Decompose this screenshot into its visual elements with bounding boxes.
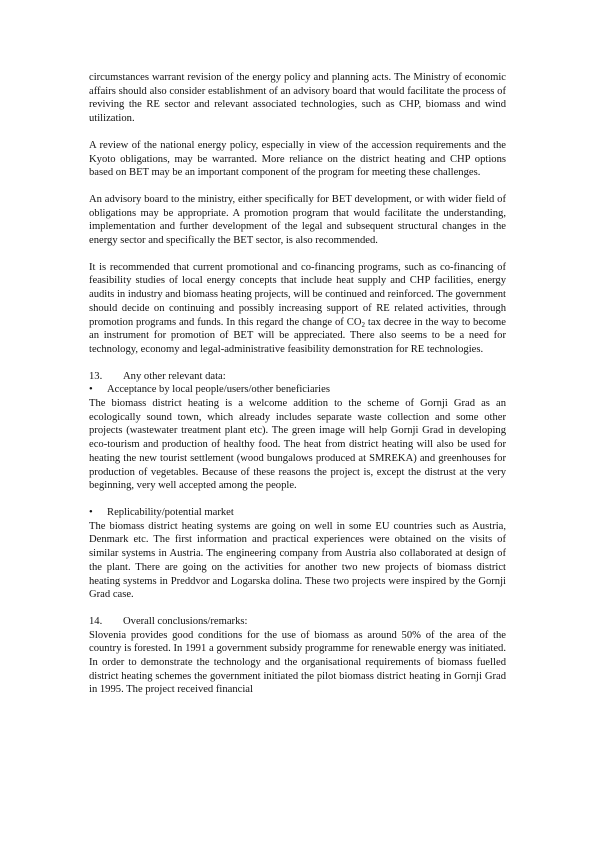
section-13-heading <box>89 370 506 384</box>
co2-subscript: 2 <box>361 320 365 329</box>
bullet-acceptance <box>89 383 506 397</box>
recommendations-text-part2: tax decree in the way to become an instrument for promotion of BET will be appreciated. There also seems to be a need for technology, economy and legal-administrative feasibility demonstration for RE technologies. <box>89 316 506 355</box>
section-14-title: Overall conclusions/remarks: <box>123 615 248 627</box>
section-13-title: Any other relevant data: <box>123 370 226 382</box>
bullet-replicability <box>89 506 506 520</box>
document-page <box>89 71 506 697</box>
paragraph-energy-policy: circumstances warrant revision of the energy policy and planning acts. The Ministry of economic affairs should also consider establishment of an advisory board that would facilitate the process of reviving the RE sector and relevant associated technologies, such as CHP, biomass and wind utilization. <box>89 72 506 125</box>
bullet-acceptance-label: Acceptance by local people/users/other beneficiaries <box>107 384 330 396</box>
section-13-number: 13. <box>89 370 103 382</box>
section-14-heading <box>89 615 506 629</box>
bullet-replicability-label: Replicability/potential market <box>107 506 234 518</box>
bullet-icon: • <box>89 384 93 396</box>
bullet-icon: • <box>89 506 93 518</box>
recommendations-text-part1: It is recommended that current promotional and co-financing programs, such as co-financing of feasibility studies of local energy concepts that include heat supply and CHP facilities, energy audits in industry and biomass heating projects, will be continued and reinforced. The government should decide on continuing and possibly increasing support of RE related activities, through promotion programs and funds. In this regard the change of CO <box>89 261 506 328</box>
paragraph-acceptance: The biomass district heating is a welcome addition to the scheme of Gornji Grad as an ecologically sound town, which already includes separate waste collection and some other projects (wastewater treatment plant etc). The green image will help Gornji Grad in developing eco-tourism and production of healthy food. The heat from district heating will also be used for heating the new tourist settlement (wood bungalows produced at SMREKA) and greenhouses for production of vegetables. Because of these reasons the project is, except the distrust at the very beginning, very well accepted among the people. <box>89 398 506 492</box>
section-14-number: 14. <box>89 615 103 627</box>
paragraph-conclusions: Slovenia provides good conditions for the use of biomass as around 50% of the area of the country is forested. In 1991 a government subsidy programme for renewable energy was initiated. In order to demonstrate the technology and the organisational requirements of biomass fuelled district heating schemes the government initiated the pilot biomass district heating in Gornji Grad in 1995. The project received financial <box>89 629 506 696</box>
paragraph-policy-review: A review of the national energy policy, especially in view of the accession requirements and the Kyoto obligations, may be warranted. More reliance on the district heating and CHP options based on BET may be an important component of the program for meeting these challenges. <box>89 139 506 179</box>
paragraph-advisory-board: An advisory board to the ministry, either specifically for BET development, or with wider field of obligations may be appropriate. A promotion program that would facilitate the understanding, implementation and further development of the legal and subsequent structural changes in the energy sector and specifically the BET sector, is also recommended. <box>89 193 506 247</box>
paragraph-recommendations <box>89 261 506 357</box>
paragraph-replicability: The biomass district heating systems are going on well in some EU countries such as Austria, Denmark etc. The first information and practical experiences were obtained on the visits of similar systems in Austria. The engineering company from Austria also collaborated at design of the plant. There are going on the activities for another two new projects of biomass district heating systems in Preddvor and Logarska dolina. These two projects were inspired by the Gornji Grad case. <box>89 520 506 601</box>
